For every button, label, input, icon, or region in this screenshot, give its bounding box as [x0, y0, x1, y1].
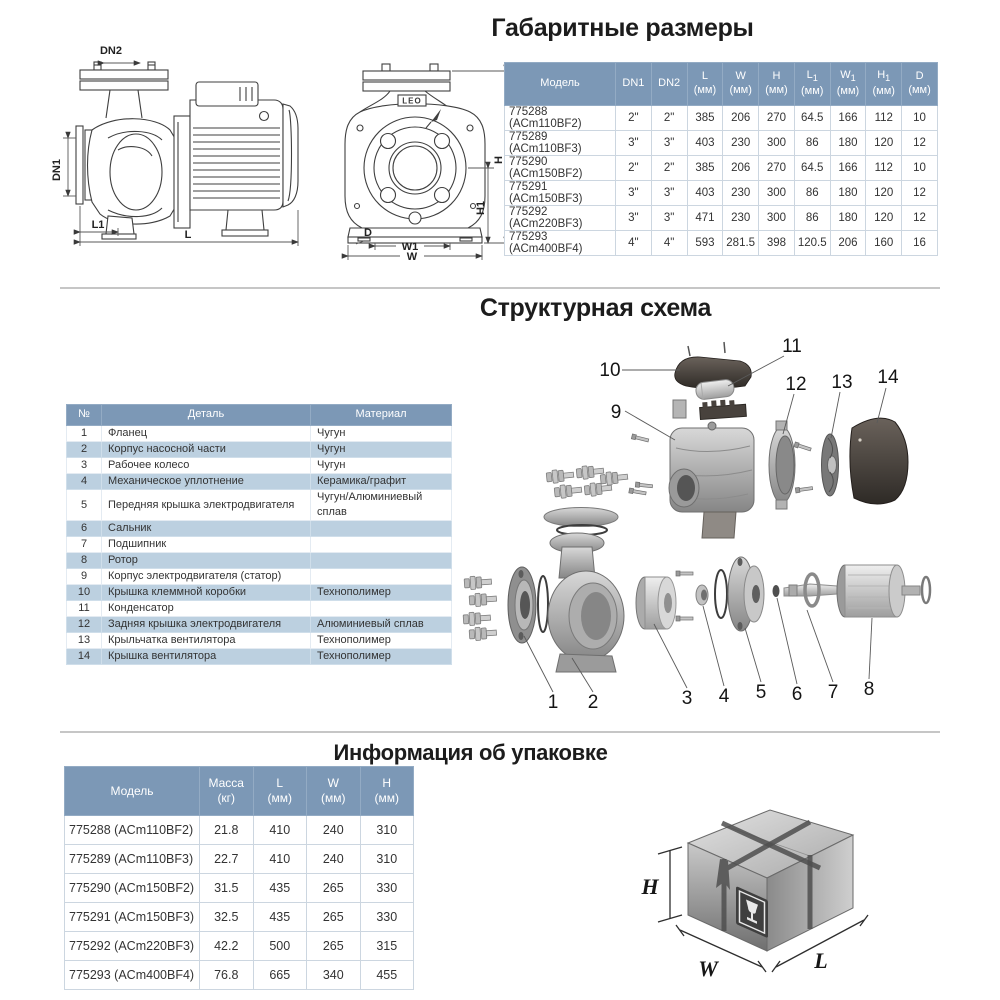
table-cell: 403 — [687, 131, 723, 156]
table-cell: 281.5 — [723, 231, 759, 256]
table-cell: 120 — [866, 181, 902, 206]
column-header: $L_1$ (мм) — [794, 63, 830, 106]
section-divider — [60, 287, 940, 289]
section-title-dimensions: Габаритные размеры — [491, 14, 754, 42]
table-cell: 120 — [866, 131, 902, 156]
table-cell: Фланец — [102, 426, 311, 442]
dim-label-h: H — [493, 156, 505, 164]
part-number-14: 14 — [877, 367, 899, 388]
pump-front-view-drawing — [330, 38, 522, 266]
part-number-7: 7 — [827, 682, 839, 703]
packaging-box-illustration — [620, 778, 950, 1000]
table-cell: 4" — [616, 231, 652, 256]
table-cell: 500 — [253, 932, 307, 961]
part-number-2: 2 — [587, 692, 599, 713]
table-cell: 230 — [723, 181, 759, 206]
table-cell: 4 — [67, 474, 102, 490]
table-cell: 265 — [307, 932, 361, 961]
table-cell: 775293 (ACm400BF4) — [505, 231, 616, 256]
table-row — [67, 426, 452, 442]
dim-label-dn2: DN2 — [99, 45, 123, 57]
table-cell: 315 — [360, 932, 414, 961]
table-cell: 410 — [253, 845, 307, 874]
part-number-3: 3 — [681, 688, 693, 709]
table-cell: 86 — [794, 181, 830, 206]
table-cell: 385 — [687, 106, 723, 131]
part-number-13: 13 — [831, 372, 853, 393]
table-cell: 9 — [67, 569, 102, 585]
column-header: W (мм) — [723, 63, 759, 106]
table-cell: 10 — [902, 106, 938, 131]
table-cell: 775288 (ACm110BF2) — [505, 106, 616, 131]
dim-label-d: D — [364, 227, 372, 239]
table-cell: 240 — [307, 816, 361, 845]
table-cell: 665 — [253, 961, 307, 990]
table-row — [67, 553, 452, 569]
part-number-8: 8 — [863, 679, 875, 700]
table-cell: 31.5 — [200, 874, 254, 903]
dim-label-l: L — [184, 229, 192, 241]
table-cell: 166 — [830, 156, 866, 181]
table-row — [67, 521, 452, 537]
brand-logo: LEO — [402, 96, 422, 106]
column-header: № — [67, 405, 102, 426]
table-cell: 471 — [687, 206, 723, 231]
table-row — [65, 874, 414, 903]
part-number-9: 9 — [610, 402, 622, 423]
table-cell: 240 — [307, 845, 361, 874]
table-cell: Технополимер — [311, 649, 452, 665]
box-dim-h: H — [641, 874, 659, 899]
table-cell: 455 — [360, 961, 414, 990]
table-cell: 775290 (ACm150BF2) — [505, 156, 616, 181]
table-cell: 2" — [616, 106, 652, 131]
column-header: D (мм) — [902, 63, 938, 106]
table-row — [67, 649, 452, 665]
table-cell: 12 — [902, 131, 938, 156]
table-row — [67, 458, 452, 474]
table-cell: 2" — [651, 156, 687, 181]
table-cell: 4" — [651, 231, 687, 256]
table-cell: 403 — [687, 181, 723, 206]
table-cell: 310 — [360, 816, 414, 845]
table-cell: 775291 (ACm150BF3) — [505, 181, 616, 206]
table-cell: Конденсатор — [102, 601, 311, 617]
table-cell: 265 — [307, 903, 361, 932]
table-cell: 385 — [687, 156, 723, 181]
table-cell: 11 — [67, 601, 102, 617]
column-header: $H_1$ (мм) — [866, 63, 902, 106]
part-number-4: 4 — [718, 686, 730, 707]
table-cell: 10 — [902, 156, 938, 181]
table-cell: 775293 (ACm400BF4) — [65, 961, 200, 990]
box-dim-l: L — [814, 948, 828, 973]
table-row — [505, 231, 938, 256]
dim-label-l1: L1 — [91, 219, 105, 231]
column-header: H (мм) — [360, 767, 414, 816]
table-cell: Корпус электродвигателя (статор) — [102, 569, 311, 585]
table-cell: Крышка клеммной коробки — [102, 585, 311, 601]
table-row — [67, 601, 452, 617]
part-number-11: 11 — [782, 336, 802, 357]
pump-side-view-drawing — [48, 38, 333, 263]
column-header: L (мм) — [687, 63, 723, 106]
table-cell: 120 — [866, 206, 902, 231]
table-cell: 12 — [902, 206, 938, 231]
column-header: DN1 — [616, 63, 652, 106]
table-cell: Чугун — [311, 458, 452, 474]
table-cell — [311, 537, 452, 553]
dimensions-table — [504, 62, 938, 256]
table-cell: Технополимер — [311, 585, 452, 601]
box-dim-w: W — [698, 956, 718, 981]
table-cell: Рабочее колесо — [102, 458, 311, 474]
table-row — [505, 181, 938, 206]
table-row — [65, 961, 414, 990]
column-header: L (мм) — [253, 767, 307, 816]
table-cell: Алюминиевый сплав — [311, 617, 452, 633]
table-cell: 160 — [866, 231, 902, 256]
table-cell: 2" — [616, 156, 652, 181]
column-header: Масса (кг) — [200, 767, 254, 816]
table-cell: Ротор — [102, 553, 311, 569]
dim-label-w1: W1 — [401, 241, 419, 253]
table-row — [65, 903, 414, 932]
table-cell: 12 — [67, 617, 102, 633]
table-cell: 270 — [759, 156, 795, 181]
table-cell — [311, 521, 452, 537]
table-cell: 6 — [67, 521, 102, 537]
table-cell: Крыльчатка вентилятора — [102, 633, 311, 649]
table-cell: 86 — [794, 206, 830, 231]
part-number-10: 10 — [599, 360, 621, 381]
table-cell — [311, 601, 452, 617]
table-cell: Механическое уплотнение — [102, 474, 311, 490]
table-cell: 7 — [67, 537, 102, 553]
table-cell: 775289 (ACm110BF3) — [505, 131, 616, 156]
table-cell: 593 — [687, 231, 723, 256]
table-cell: 410 — [253, 816, 307, 845]
part-number-12: 12 — [785, 374, 807, 395]
table-cell: 340 — [307, 961, 361, 990]
exploded-view-diagram — [440, 328, 945, 713]
dim-label-dn1: DN1 — [51, 158, 63, 182]
table-cell: 3 — [67, 458, 102, 474]
table-cell: 8 — [67, 553, 102, 569]
table-cell: 2" — [651, 106, 687, 131]
table-cell: 22.7 — [200, 845, 254, 874]
table-cell: 330 — [360, 874, 414, 903]
table-cell: 3" — [651, 131, 687, 156]
table-cell: 206 — [723, 106, 759, 131]
column-header: H (мм) — [759, 63, 795, 106]
table-cell: 300 — [759, 131, 795, 156]
part-number-1: 1 — [547, 692, 559, 713]
table-cell: 2 — [67, 442, 102, 458]
table-cell: 14 — [67, 649, 102, 665]
table-cell: Чугун — [311, 442, 452, 458]
header-row — [65, 767, 414, 816]
table-cell: 10 — [67, 585, 102, 601]
table-cell: 3" — [616, 206, 652, 231]
table-cell: 1 — [67, 426, 102, 442]
table-row — [65, 816, 414, 845]
table-cell: 32.5 — [200, 903, 254, 932]
dim-label-h1: H1 — [475, 200, 487, 216]
table-cell: 86 — [794, 131, 830, 156]
table-cell: 3" — [616, 131, 652, 156]
table-cell: Задняя крышка электродвигателя — [102, 617, 311, 633]
table-cell: Сальник — [102, 521, 311, 537]
packaging-table — [64, 766, 414, 990]
header-row — [505, 63, 938, 106]
table-cell — [311, 569, 452, 585]
table-cell: Крышка вентилятора — [102, 649, 311, 665]
table-cell: Чугун — [311, 426, 452, 442]
section-title-packaging: Информация об упаковке — [333, 740, 608, 765]
table-cell: 775292 (ACm220BF3) — [65, 932, 200, 961]
column-header: Деталь — [102, 405, 311, 426]
table-cell: 775289 (ACm110BF3) — [65, 845, 200, 874]
table-cell: 206 — [723, 156, 759, 181]
table-cell: 180 — [830, 181, 866, 206]
table-cell: 330 — [360, 903, 414, 932]
table-cell: 120.5 — [794, 231, 830, 256]
table-row — [505, 156, 938, 181]
part-number-6: 6 — [791, 684, 803, 705]
column-header: Модель — [65, 767, 200, 816]
part-number-5: 5 — [755, 682, 767, 703]
table-cell: 398 — [759, 231, 795, 256]
column-header: DN2 — [651, 63, 687, 106]
table-cell: 3" — [651, 206, 687, 231]
table-cell: 64.5 — [794, 156, 830, 181]
table-row — [67, 442, 452, 458]
table-cell: 13 — [67, 633, 102, 649]
table-row — [67, 617, 452, 633]
table-row — [505, 206, 938, 231]
table-cell: 42.2 — [200, 932, 254, 961]
table-cell: 5 — [67, 490, 102, 521]
table-cell: 3" — [651, 181, 687, 206]
table-row — [67, 474, 452, 490]
table-cell: 112 — [866, 106, 902, 131]
table-cell: 300 — [759, 181, 795, 206]
table-cell: 12 — [902, 181, 938, 206]
table-cell: 775290 (ACm150BF2) — [65, 874, 200, 903]
table-row — [505, 106, 938, 131]
parts-table — [66, 404, 452, 665]
column-header: Материал — [311, 405, 452, 426]
section-divider — [60, 731, 940, 733]
table-row — [65, 845, 414, 874]
column-header: Модель — [505, 63, 616, 106]
table-cell: 16 — [902, 231, 938, 256]
header-row — [67, 405, 452, 426]
table-cell: 435 — [253, 874, 307, 903]
table-row — [67, 585, 452, 601]
section-title-structure: Структурная схема — [479, 294, 712, 322]
table-row — [67, 633, 452, 649]
table-cell: 775288 (ACm110BF2) — [65, 816, 200, 845]
table-cell: Корпус насосной части — [102, 442, 311, 458]
table-row — [505, 131, 938, 156]
table-cell: 180 — [830, 131, 866, 156]
table-cell: Чугун/Алюминиевый сплав — [311, 490, 452, 521]
dim-label-w: W — [406, 251, 418, 263]
table-cell: Передняя крышка электродвигателя — [102, 490, 311, 521]
table-cell: 112 — [866, 156, 902, 181]
table-cell: 310 — [360, 845, 414, 874]
table-cell: 435 — [253, 903, 307, 932]
table-row — [67, 490, 452, 521]
table-cell: 64.5 — [794, 106, 830, 131]
table-cell: 230 — [723, 206, 759, 231]
table-row — [67, 569, 452, 585]
table-cell: 166 — [830, 106, 866, 131]
table-row — [67, 537, 452, 553]
table-row — [65, 932, 414, 961]
column-header: W (мм) — [307, 767, 361, 816]
table-cell: 3" — [616, 181, 652, 206]
table-cell — [311, 553, 452, 569]
table-cell: 265 — [307, 874, 361, 903]
column-header: $W_1$ (мм) — [830, 63, 866, 106]
table-cell: Керамика/графит — [311, 474, 452, 490]
table-cell: 775292 (ACm220BF3) — [505, 206, 616, 231]
table-cell: 180 — [830, 206, 866, 231]
table-cell: 775291 (ACm150BF3) — [65, 903, 200, 932]
table-cell: 21.8 — [200, 816, 254, 845]
table-cell: Подшипник — [102, 537, 311, 553]
table-cell: 300 — [759, 206, 795, 231]
table-cell: 206 — [830, 231, 866, 256]
table-cell: 230 — [723, 131, 759, 156]
table-cell: 76.8 — [200, 961, 254, 990]
table-cell: 270 — [759, 106, 795, 131]
table-cell: Технополимер — [311, 633, 452, 649]
